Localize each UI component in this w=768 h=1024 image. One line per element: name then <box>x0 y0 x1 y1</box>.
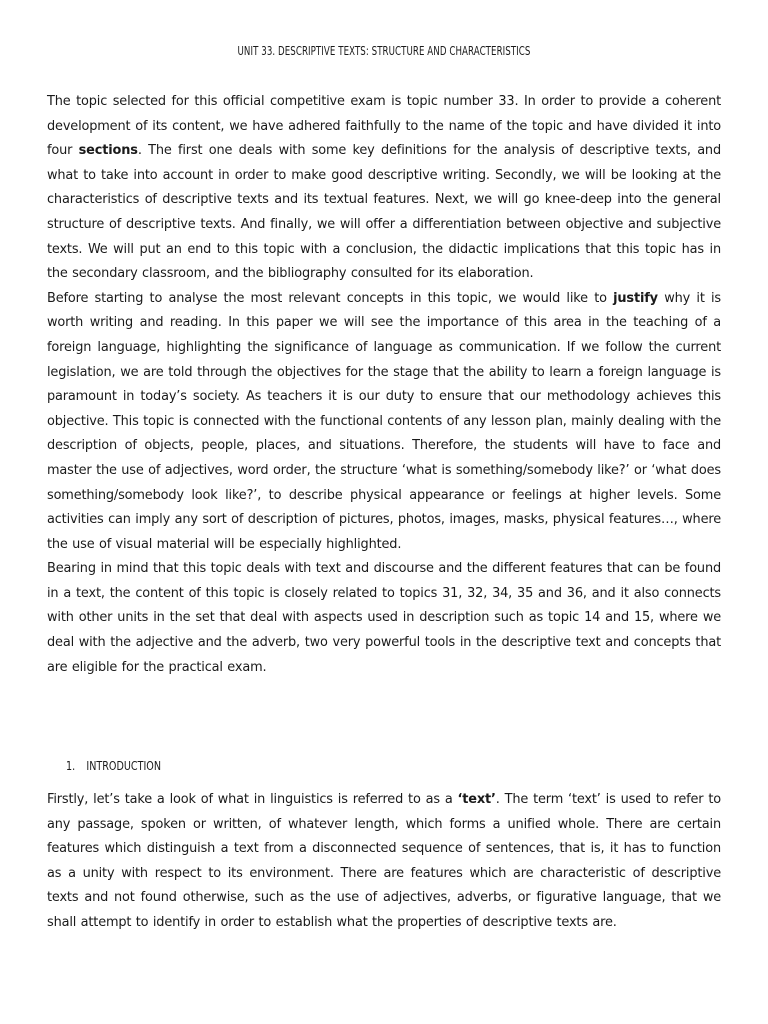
section1-p1-text-b: . The term ‘text’ is used to refer to any passage, spoken or written, of whatever length, which forms a unified whole. There are certain features which distinguish a text from a disconnected sequence of sentences, that is, it has to function as a unity with respect to its environment. There are features which are characteristic of descriptive texts and not found otherwise, such as the use of adjectives, adverbs, or figurative language, that we shall attempt to identify in order to establish what the properties of descriptive texts are. <box>47 792 721 930</box>
intro-paragraph-2 <box>47 287 721 558</box>
introduction-section <box>47 788 721 936</box>
section1-p1-text-a: Firstly, let’s take a look of what in linguistics is referred to as a <box>47 792 458 807</box>
section-heading-introduction <box>66 759 161 773</box>
section1-p1-bold-text: ‘text’ <box>457 792 496 807</box>
intro-paragraph-3: Bearing in mind that this topic deals with text and discourse and the different features that can be found in a text, the content of this topic is closely related to topics 31, 32, 34, 35 and 36, and it also connects with other units in the set that deal with aspects used in description such as topic 14 and 15, where we deal with the adjective and the adverb, two very powerful tools in the descriptive text and concepts that are eligible for the practical exam. <box>47 561 721 675</box>
intro-p2-bold-justify: justify <box>613 290 658 306</box>
intro-p2-text-a: Before starting to analyse the most relevant concepts in this topic, we would like to <box>47 290 614 306</box>
intro-p1-text-b: . The first one deals with some key definitions for the analysis of descriptive texts, and what to take into account in order to make good descriptive writing. Secondly, we will be looking at the characteristics of descriptive texts and its textual features. Next, we will go knee-deep into the general structure of descriptive texts. And finally, we will offer a differentiation between objective and subjective texts. We will put an end to this topic with a conclusion, the didactic implications that this topic has in the secondary classroom, and the bibliography consulted for its elaboration. <box>47 143 721 282</box>
section-number: 1. <box>66 759 76 773</box>
intro-p1-bold-sections: sections <box>78 143 138 159</box>
introduction-paragraph-1 <box>47 788 721 936</box>
intro-paragraph-1 <box>47 90 721 287</box>
section-heading-text: INTRODUCTION <box>86 759 162 773</box>
intro-section <box>47 90 721 680</box>
intro-p2-text-b: why it is worth writing and reading. In this paper we will see the importance of this area in the teaching of a foreign language, highlighting the significance of language as communication. If we follow the current legislation, we are told through the objectives for the stage that the ability to learn a foreign language is paramount in today’s society. As teachers it is our duty to ensure that our methodology achieves this objective. This topic is connected with the functional contents of any lesson plan, mainly dealing with the description of objects, people, places, and situations. Therefore, the students will have to face and master the use of adjectives, word order, the structure ‘what is something/somebody like?’ or ‘what does something/somebody look like?’, to describe physical appearance or feelings at higher levels. Some activities can imply any sort of description of pictures, photos, images, masks, physical features…, where the use of visual material will be especially highlighted. <box>47 290 721 552</box>
page-title: UNIT 33. DESCRIPTIVE TEXTS: STRUCTURE AND CHARACTERISTICS <box>237 44 531 58</box>
intro-p1-text-a: The topic selected for this official competitive exam is topic number 33. In order to provide a coherent development of its content, we have adhered faithfully to the name of the topic and have divided it into four <box>47 94 721 159</box>
